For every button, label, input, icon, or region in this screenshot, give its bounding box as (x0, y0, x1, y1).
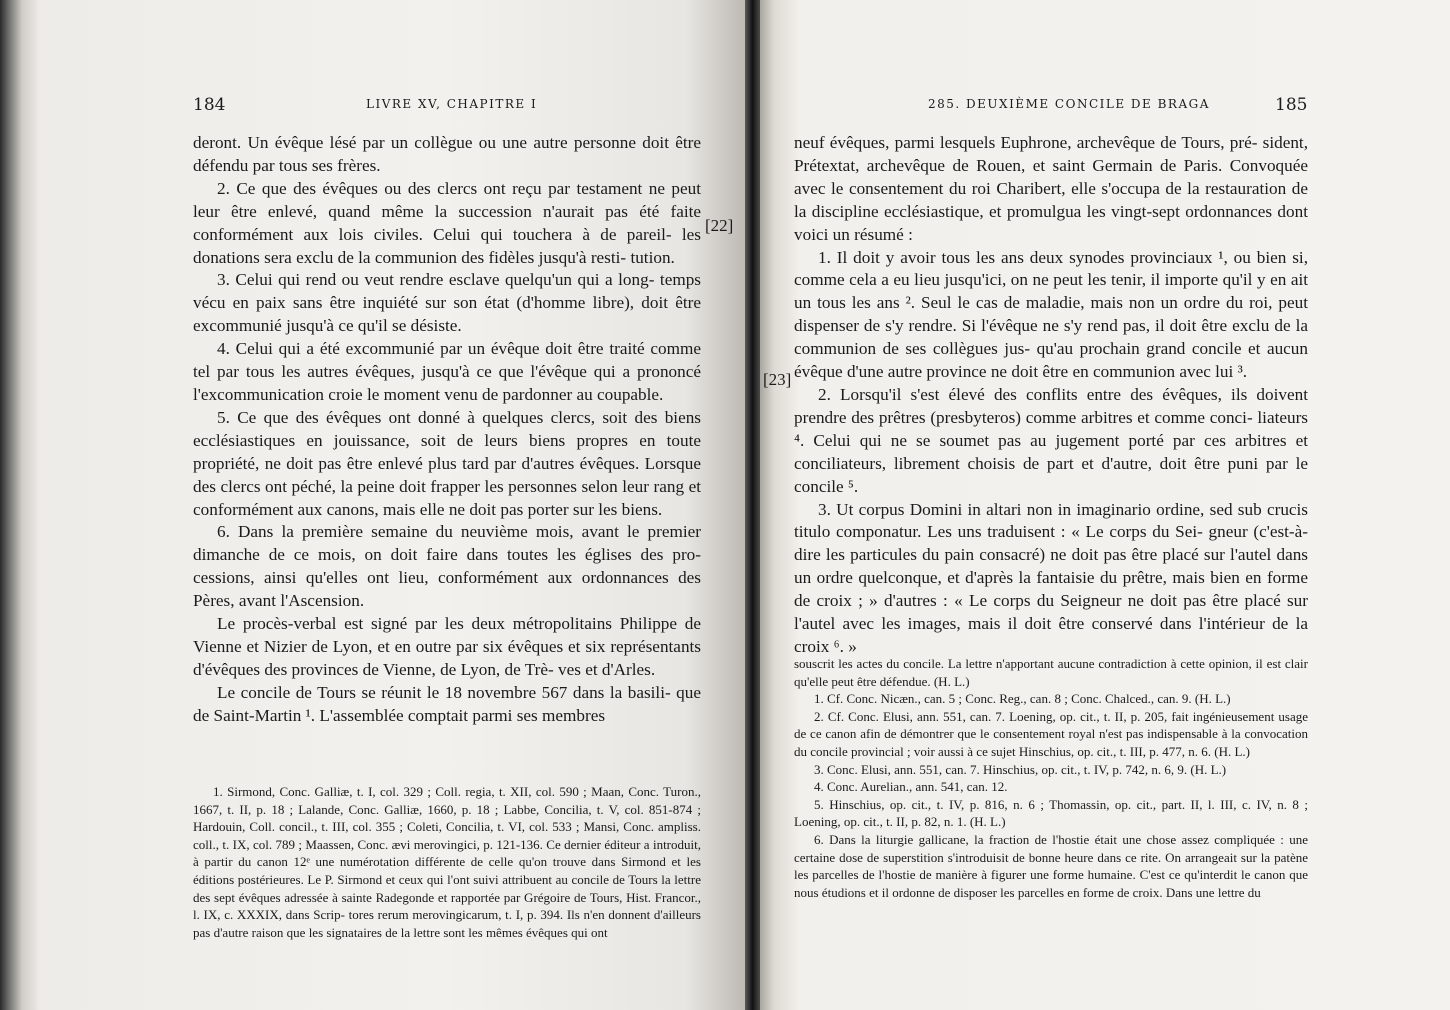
footnote: 6. Dans la liturgie gallicane, la fraction de l'hostie était une chose assez compliquée : une certaine dose de superstition s'introduisit de bonne heure dans ce rite. On arrangeait sur la patène les parcelles de l'hostie de manière à figurer une forme humaine. C'est ce qu'interdit le canon que nous étudions et il ordonne de disposer les parcelles en forme de croix. Dans une lettre du (794, 831, 1308, 900)
paragraph: 1. Il doit y avoir tous les ans deux synodes provinciaux ¹, ou bien si, comme cela a eu lieu jusqu'ici, on ne peut les tenir, il importe qu'il y en ait un tous les ans ². Seul le cas de maladie, mais non un ordre du roi, peut dispenser de s'y rendre. Si l'évêque ne s'y rend pas, il doit être exclu de la communion de ses collègues jus- qu'au prochain grand concile et aucun évêque d'une autre province ne doit être en communion avec lui ³. (794, 247, 1308, 382)
book-gutter (745, 0, 760, 1010)
paragraph: 3. Ut corpus Domini in altari non in imaginario ordine, sed sub crucis titulo componatur. Les uns traduisent : « Le corps du Sei- gneur (c'est-à-dire les particules du pain consacré) ne doit pas être placé sur l'autel dans un ordre quelconque, et d'après la fantaisie du prêtre, mais bien en forme de croix ; » d'autres : « Le corps du Seigneur ne doit pas être placé sur l'autel avec les images, mais il doit être conservé dans l'intérieur de la croix ⁶. » (794, 499, 1308, 656)
footnotes (193, 783, 701, 941)
page-number: 184 (193, 95, 226, 115)
margin-marker: [23] (763, 370, 792, 389)
running-head: LIVRE XV, CHAPITRE I (366, 97, 538, 111)
paragraph: deront. Un évêque lésé par un collègue ou une autre personne doit être défendu par tous ses frères. (193, 133, 701, 175)
footnote: 3. Conc. Elusi, ann. 551, can. 7. Hinschius, op. cit., t. IV, p. 742, n. 6, 9. (H. L.) (814, 761, 1227, 777)
main-text (193, 132, 701, 728)
paragraph: 2. Lorsqu'il s'est élevé des conflits entre des évêques, ils doivent prendre des prêtres (presbyteros) comme arbitres et comme conci- liateurs ⁴. Celui qui ne se soumet pas au jugement porté par ces arbitres et conciliateurs, librement choisis de part et d'autre, doit être puni par le concile ⁵. (794, 384, 1308, 496)
paragraph: Le procès-verbal est signé par les deux métropolitains Philippe de Vienne et Nizier de Lyon, et en outre par six évêques et six représentants d'évêques des provinces de Vienne, de Lyon, de Trè- ves et d'Arles. (193, 614, 701, 679)
footnotes (794, 655, 1308, 901)
page-number: 185 (1275, 95, 1308, 115)
running-head: 285. DEUXIÈME CONCILE DE BRAGA (928, 97, 1210, 111)
paragraph: 5. Ce que des évêques ont donné à quelques clercs, soit des biens ecclésiastiques en jouissance, soit de leurs biens propres en toute propriété, ne doit pas être enlevé plus tard par d'autres évêques. Lorsque des clercs ont péché, la peine doit frapper les personnes selon leur rang et conformément aux canons, mais elle ne doit pas porter sur les biens. (193, 407, 701, 519)
footnote: 5. Hinschius, op. cit., t. IV, p. 816, n. 6 ; Thomassin, op. cit., part. II, l. III, c. IV, n. 8 ; Loening, op. cit., t. II, p. 82, n. 1. (H. L.) (794, 796, 1308, 830)
main-text (794, 132, 1308, 659)
right-page (760, 0, 1450, 1010)
paragraph: 4. Celui qui a été excommunié par un évêque doit être traité comme tel par tous les autres évêques, jusqu'à ce que l'évêque qui a prononcé l'excommunication croie le moment venu de pardonner au coupable. (193, 339, 701, 404)
paragraph: neuf évêques, parmi lesquels Euphrone, archevêque de Tours, pré- sident, Prétextat, archevêque de Rouen, et saint Germain de Paris. Convoquée avec le consentement du roi Charibert, elle s'occupa de la restauration de la discipline ecclésiastique, et promulgua les vingt-sept ordonnances dont voici un résumé : (794, 133, 1308, 244)
paragraph: 2. Ce que des évêques ou des clercs ont reçu par testament ne peut leur être enlevé, quand même la succession n'aurait pas été faite conformément aux lois civiles. Celui qui touchera à de pareil- les donations sera exclu de la communion des fidèles jusqu'à resti- tution. (193, 178, 701, 267)
footnote: 4. Conc. Aurelian., ann. 541, can. 12. (814, 779, 1008, 795)
footnote: 1. Sirmond, Conc. Galliæ, t. I, col. 329 ; Coll. regia, t. XII, col. 590 ; Maan, Conc. Turon., 1667, t. II, p. 18 ; Lalande, Conc. Galliæ, 1660, p. 18 ; Labbe, Concilia, t. V, col. 851-874 ; Hardouin, Coll. concil., t. III, col. 355 ; Coleti, Concilia, t. VI, col. 533 ; Mansi, Conc. ampliss. coll., t. IX, col. 789 ; Maassen, Conc. ævi merovingici, p. 121-136. Ce dernier éditeur a introduit, à partir du canon 12ᵉ une numérotation différente de celle qu'on trouve dans Sirmond et les éditions postérieures. Le P. Sirmond et ceux qui l'ont suivi attribuent au concile de Tours la lettre des sept évêques adressée à sainte Radegonde et rapportée par Grégoire de Tours, Hist. Francor., l. IX, c. XXXIX, dans Scrip- tores rerum merovingicarum, t. I, p. 394. Ils n'en donnent d'ailleurs pas d'autre raison que les signataires de la lettre sont les mêmes évêques qui ont (193, 784, 701, 940)
footnote: 1. Cf. Conc. Nicæn., can. 5 ; Conc. Reg., can. 8 ; Conc. Chalced., can. 9. (H. L.) (814, 691, 1231, 707)
paragraph: 3. Celui qui rend ou veut rendre esclave quelqu'un qui a long- temps vécu en paix sans être inquiété sur son état (d'homme libre), doit être excommunié jusqu'à ce qu'il se désiste. (193, 270, 701, 336)
paragraph: Le concile de Tours se réunit le 18 novembre 567 dans la basili- que de Saint-Martin ¹. L'assemblée comptait parmi ses membres (193, 682, 701, 725)
footnote: 2. Cf. Conc. Elusi, ann. 551, can. 7. Loening, op. cit., t. II, p. 205, fait ingénieusement usage de ce canon afin de démontrer que le consentement royal n'est pas indispensable à la convocation du concile provincial ; voir aussi à ce sujet Hinschius, op. cit., t. III, p. 477, n. 6. (H. L.) (794, 708, 1308, 759)
margin-marker: [22] (705, 216, 734, 235)
paragraph: 6. Dans la première semaine du neuvième mois, avant le premier dimanche de ce mois, on doit faire dans toutes les églises des pro- cessions, ainsi qu'elles ont lieu, conformément aux ordonnances des Pères, avant l'Ascension. (193, 522, 701, 611)
footnote: souscrit les actes du concile. La lettre n'apportant aucune contradiction à cette opinion, il est clair qu'elle peut être défendue. (H. L.) (794, 656, 1308, 689)
